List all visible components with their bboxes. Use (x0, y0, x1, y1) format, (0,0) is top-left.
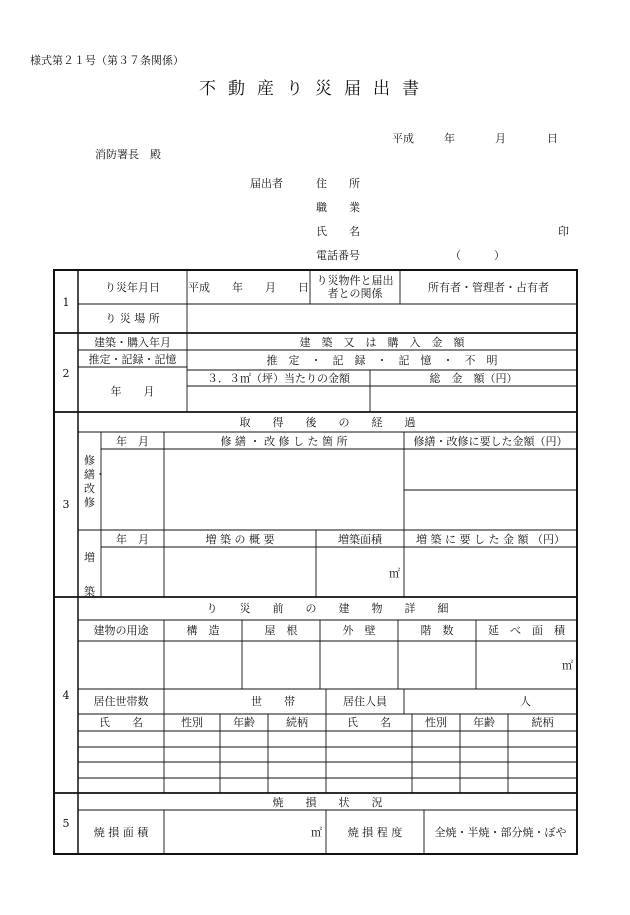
residents-unit: 人 (520, 695, 531, 708)
repair-label: 修繕・改修 (84, 454, 106, 509)
section-1-number: 1 (62, 296, 70, 309)
burned-area-label: 焼 損 面 積 (93, 826, 149, 839)
col-sex-left: 性別 (181, 716, 203, 729)
burn-degree-options: 全焼・半焼・部分焼・ぼや (434, 826, 567, 839)
extension-amount-label: 増 築 に 要 し た 金 額 （円） (416, 533, 565, 546)
structure-label: 構 造 (186, 624, 220, 637)
floor-area-label: 延 べ 面 積 (488, 624, 565, 637)
section-2-number: 2 (62, 367, 70, 380)
burn-status-header: 焼 損 状 況 (272, 796, 383, 809)
per-tsubo-label: ３．３㎡（坪）当たりの金額 (207, 372, 350, 385)
building-detail-header: り 災 前 の 建 物 詳 細 (206, 602, 449, 615)
disaster-date-value: 平成 年 月 日 (188, 281, 309, 294)
disaster-date-label: り災年月日 (105, 281, 160, 294)
extension-area-label: 増築面積 (338, 533, 382, 546)
built-year-month: 年 月 (110, 385, 155, 398)
floors-label: 階 数 (420, 624, 454, 637)
floor-area-unit: ㎡ (562, 659, 573, 672)
phone-label: 電話番号 (316, 249, 360, 262)
repair-place-label: 修 繕 ・ 改 修 し た 箇 所 (220, 435, 348, 448)
section-3-number: 3 (62, 498, 70, 511)
col-relation-right: 続柄 (531, 716, 554, 729)
repair-amount-label: 修繕・改修に要した金額（円） (413, 435, 568, 448)
extension-label: 増築 (84, 551, 95, 598)
section-4-number: 4 (62, 689, 70, 702)
households-label: 居住世帯数 (93, 695, 149, 708)
col-relation-left: 続柄 (286, 716, 308, 729)
extension-summary-label: 増 築 の 概 要 (205, 533, 275, 546)
estimate-header: 推 定 ・ 記 録 ・ 記 憶 ・ 不 明 (266, 354, 498, 367)
addressee: 消防署長 殿 (95, 148, 161, 161)
date-day-label: 日 (547, 132, 558, 145)
history-header: 取 得 後 の 経 過 (239, 416, 416, 429)
amount-header: 建 築 又 は 購 入 金 額 (299, 336, 465, 349)
phone-paren: （ ） (450, 249, 505, 262)
extension-year-month: 年 月 (116, 533, 149, 546)
col-name-left: 氏 名 (99, 716, 143, 729)
extension-area-unit: ㎡ (389, 567, 400, 580)
col-name-right: 氏 名 (347, 716, 391, 729)
usage-label: 建物の用途 (93, 624, 149, 637)
residents-label: 居住人員 (343, 695, 387, 708)
page-title: 不動産り災届出書 (199, 79, 431, 99)
roof-label: 屋 根 (264, 624, 298, 637)
form-number: 様式第２１号（第３７条関係） (30, 54, 184, 67)
name-label: 氏 名 (316, 225, 360, 238)
col-sex-right: 性別 (425, 716, 447, 729)
seal-mark: 印 (558, 225, 569, 238)
date-month-label: 月 (495, 132, 506, 145)
relation-label: り災物件と届出者との関係 (316, 274, 394, 300)
relation-value: 所有者・管理者・占有者 (428, 281, 549, 294)
burn-degree-label: 焼 損 程 度 (347, 826, 403, 839)
wall-label: 外 壁 (342, 624, 376, 637)
disaster-place-label: り 災 場 所 (105, 312, 160, 325)
applicant-label: 届出者 (250, 177, 283, 190)
col-age-left: 年齢 (233, 716, 255, 729)
repair-year-month: 年 月 (116, 435, 149, 448)
col-age-right: 年齢 (473, 716, 495, 729)
households-unit: 世 帯 (251, 695, 295, 708)
date-year-label: 年 (444, 132, 455, 145)
total-amount-label: 総 金 額（円） (429, 372, 518, 385)
date-era: 平成 (392, 132, 414, 145)
section-5-number: 5 (62, 817, 70, 830)
built-date-label: 建築・購入年月 (94, 336, 171, 349)
burned-area-unit: ㎡ (311, 826, 322, 839)
address-label: 住 所 (316, 177, 360, 190)
occupation-label: 職 業 (316, 201, 360, 214)
estimate-label: 推定・記録・記憶 (88, 353, 177, 366)
